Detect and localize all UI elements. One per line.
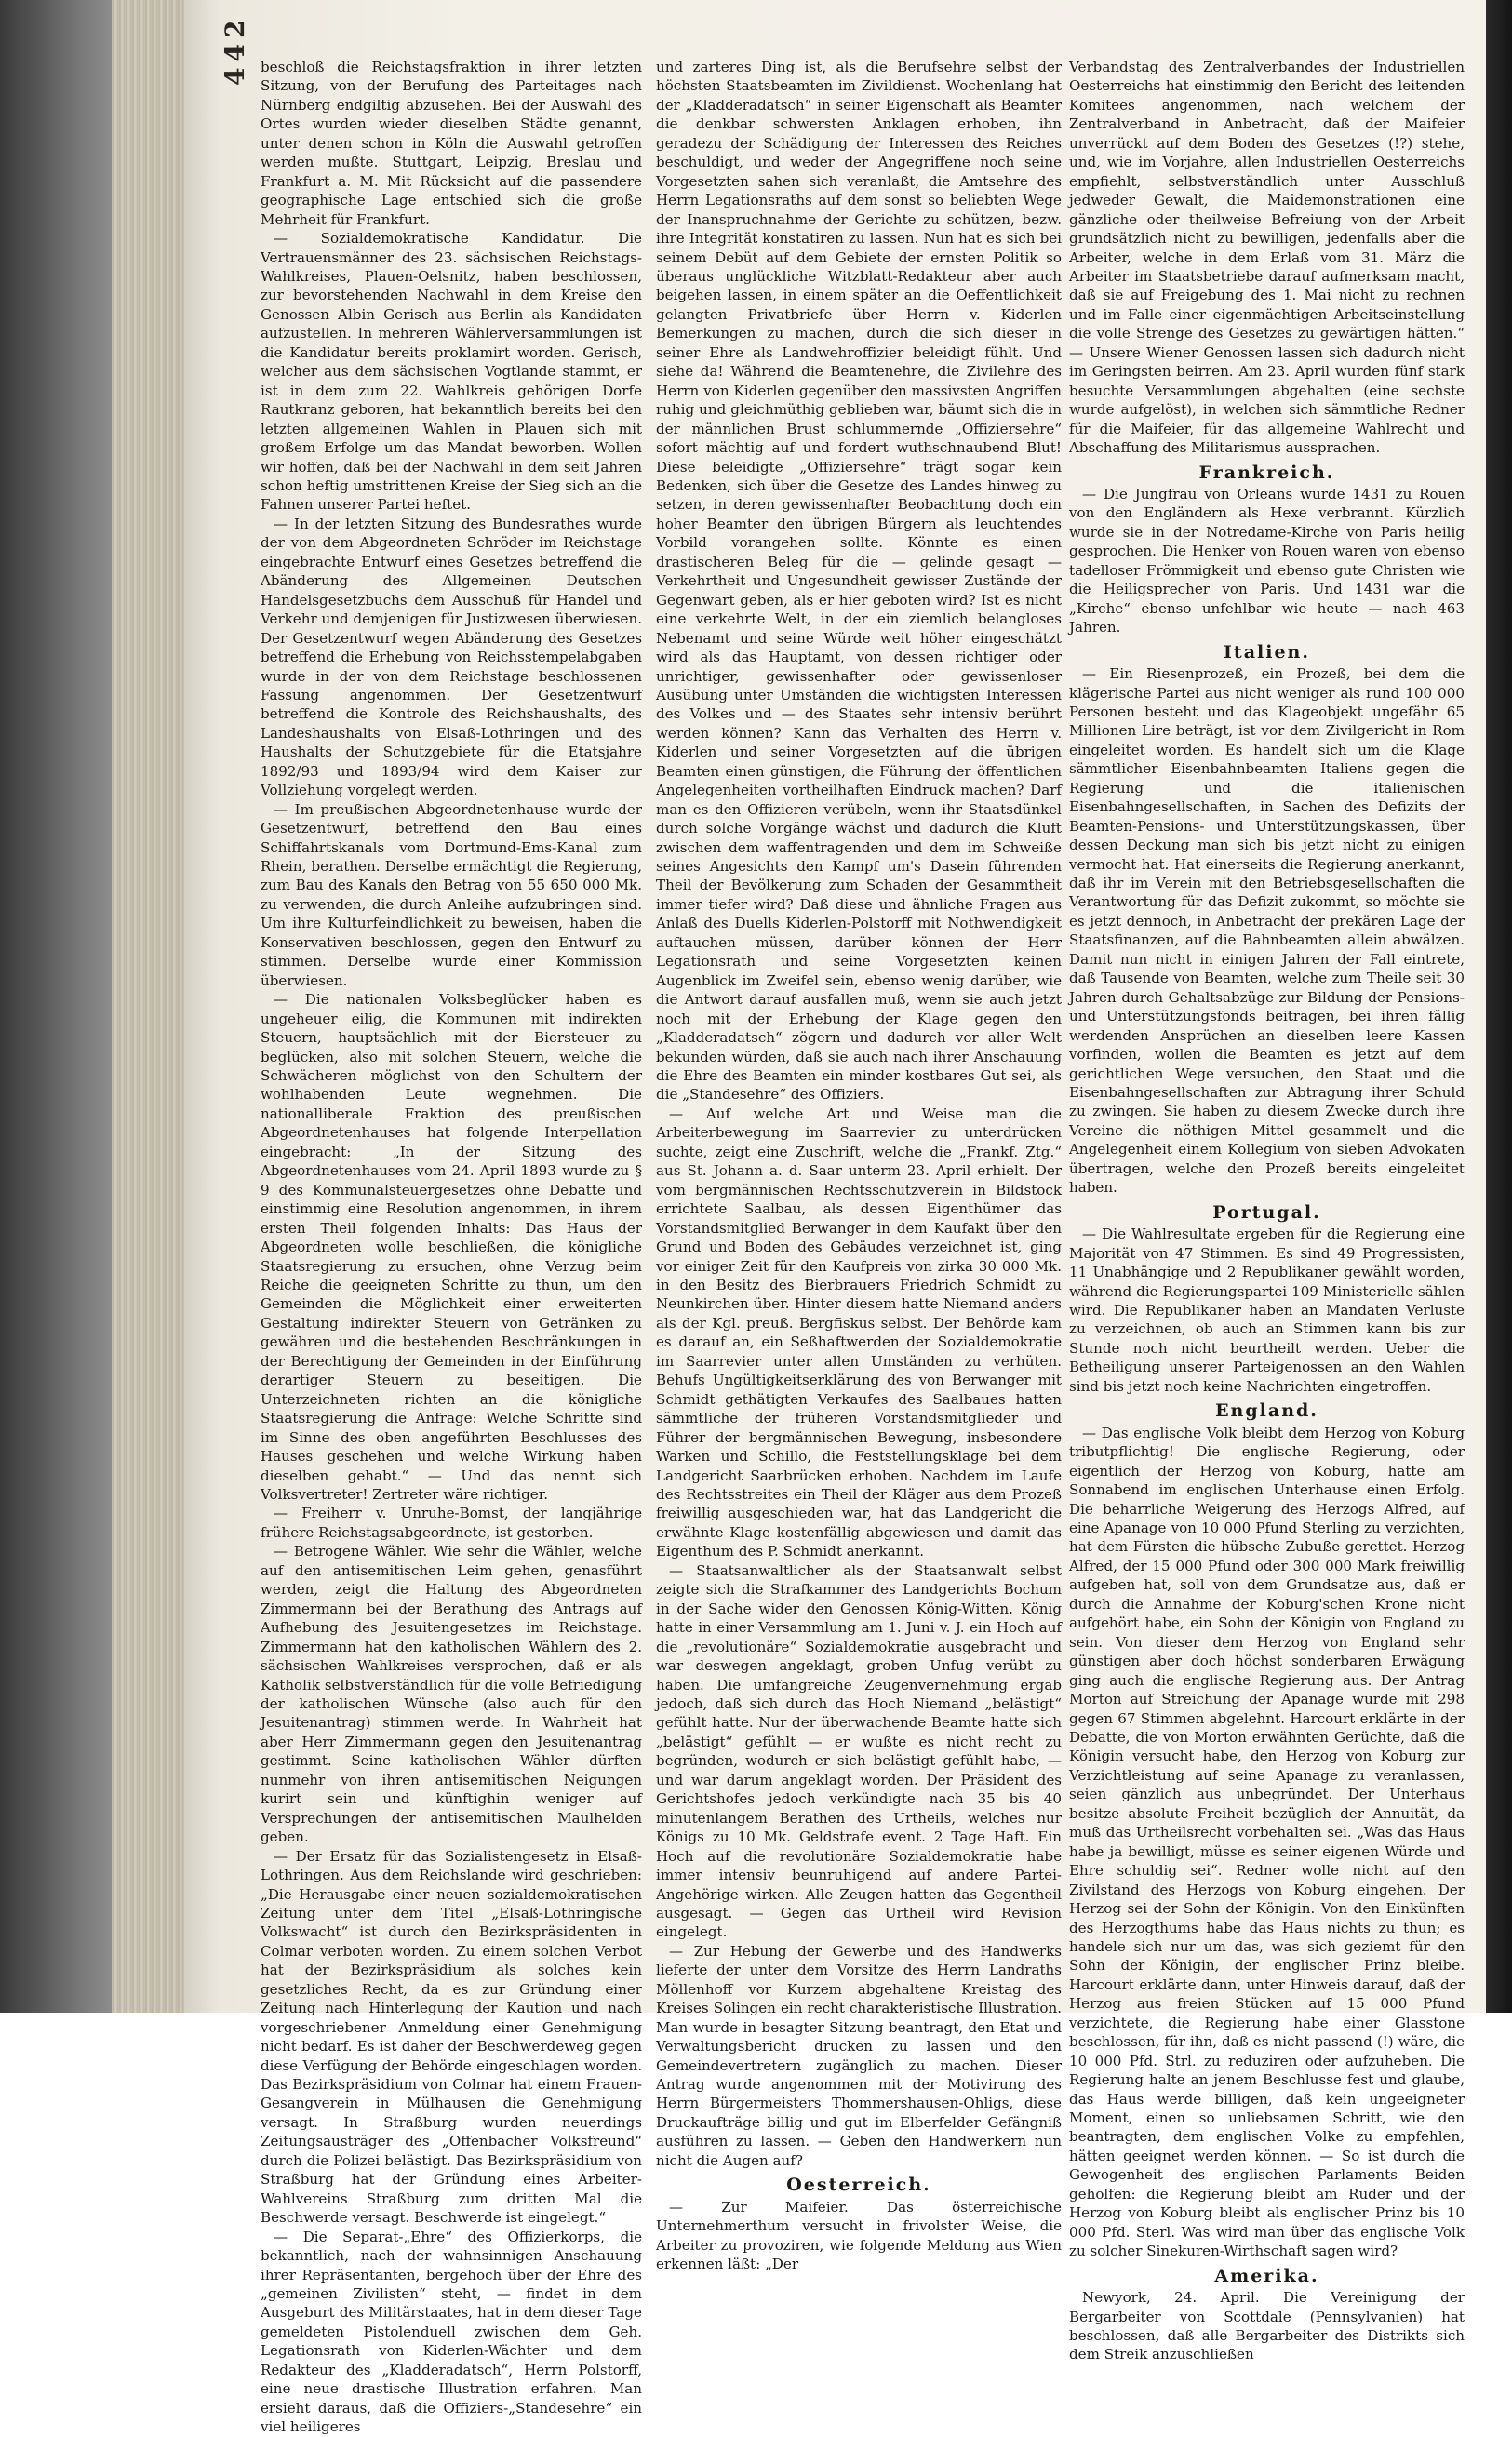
article-paragraph: Verbandstag des Zentralverbandes der Industriellen Oesterreichs hat einstimmig den Bericht des leitenden Komitees angenommen, nach welchem der Zentralverband in Anbetracht, daß der Maifeier unverrückt auf dem Boden des Gesetzes (!?) stehe, und, wie im Vorjahre, allen Industriellen Oesterreichs empfiehlt, selbstverständlich unter Ausschluß jedweder Gewalt, die Maidemonstrationen eine gänzliche oder theilweise Befreiung von der Arbeit grundsätzlich nicht zu bewilligen, jedenfalls aber die Arbeiter, welche in dem Erlaß vom 31. März die Arbeiter im Staatsbetriebe darauf aufmerksam macht, daß sie auf Freigebung des 1. Mai nicht zu rechnen und im Falle einer eigenmächtigen Arbeitseinstellung die volle Strenge des Gesetzes zu gewärtigen hätten.“ — Unsere Wiener Genossen lassen sich dadurch nicht im Geringsten beirren. Am 23. April wurden fünf stark besuchte Versammlungen abgehalten (eine sechste wurde aufgelöst), in welchen sich sämmtliche Redner für die Maifeier, für das allgemeine Wahlrecht und Abschaffung des Militarismus aussprachen. [1069,59,1465,457]
article-paragraph: — Ein Riesenprozeß, ein Prozeß, bei dem die klägerische Partei aus nicht weniger als rund 100 000 Personen besteht und das Klageobjekt ungefähr 65 Millionen Lire beträgt, ist vor dem Zivilgericht in Rom eingeleitet worden. Es handelt sich um die Klage sämmtlicher Eisenbahnbeamten Italiens gegen die Regierung und die italienischen Eisenbahngesellschaften, in Sachen des Defizits der Beamten-Pensions- und Unterstützungskassen, über dessen Deckung man sich bis jetzt nicht zu einigen vermocht hat. Hat einerseits die Regierung anerkannt, daß ihr im Verein mit den Betriebsgesellschaften die Verantwortung für das Defizit zukommt, so möchte sie es jetzt dennoch, in Anbetracht der prekären Lage der Staatsfinanzen, auf die Bahnbeamten allein abwälzen. Damit nun nicht in einigen Jahren der Fall eintrete, daß Tausende von Beamten, welche zum Theile seit 30 Jahren durch Gehaltsabzüge zur Bildung der Pensions- und Unterstützungsfonds beitragen, bei ihren fällig werdenden Ansprüchen an dieselben leere Kassen vorfinden, wollen die Beamten es jetzt auf dem gerichtlichen Wege versuchen, den Staat und die Eisenbahngesellschaften zur Abtragung ihrer Schuld zu zwingen. Sie haben zu diesem Zwecke durch ihre Vereine die nöthigen Mittel gesammelt und die Angelegenheit einem Kollegium von sieben Advokaten übertragen, welche den Prozeß bereits eingeleitet haben. [1069,665,1465,1197]
article-paragraph: — Staatsanwaltlicher als der Staatsanwalt selbst zeigte sich die Strafkammer des Landgerichts Bochum in der Sache wider den Genossen König-Witten. König hatte in einer Versammlung am 1. Juni v. J. ein Hoch auf die „revolutionäre“ Sozialdemokratie ausgebracht und war deswegen angeklagt, groben Unfug verübt zu haben. Die umfangreiche Zeugenvernehmung ergab jedoch, daß sich durch das Hoch Niemand „belästigt“ gefühlt hatte. Nur der überwachende Beamte hatte sich „belästigt“ gefühlt — er wußte es nicht recht zu begründen, wodurch er sich belästigt gefühlt habe, — und war darum angeklagt worden. Der Präsident des Gerichtshofes jedoch verkündigte nach 35 bis 40 minutenlangem Berathen des Urtheils, welches nur Königs zu 10 Mk. Geldstrafe event. 2 Tage Haft. Ein Hoch auf die revolutionäre Sozialdemokratie habe immer intensiv beunruhigend auf andere Partei-Angehörige wirken. Alle Zeugen hatten das Gegentheil ausgesagt. — Gegen das Urtheil wird Revision eingelegt. [656,1561,1062,1941]
article-paragraph: und zarteres Ding ist, als die Berufsehre selbst der höchsten Staatsbeamten im Zivildienst. Wochenlang hat der „Kladderadatsch“ in seiner Eigenschaft als Beamter die denkbar schwersten Anklagen erhoben, ihn geradezu der Schädigung der Interessen des Reiches beschuldigt, und weder der Angegriffene noch seine Vorgesetzten sahen sich veranlaßt, die Amtsehre des Herrn Legationsraths auf dem sonst so beliebten Wege der Inanspruchnahme der Gerichte zu schützen, bezw. ihre Integrität konstatiren zu lassen. Nun hat es sich bei seinem Debüt auf dem Gebiete der ernsten Politik so überaus unglückliche Witzblatt-Redakteur aber auch beigehen lassen, in einem später an die Oeffentlichkeit gelangten Privatbriefe über Herrn v. Kiderlen Bemerkungen zu machen, durch die sich dieser in seiner Ehre als Landwehroffizier beleidigt fühlt. Und siehe da! Während die Beamtenehre, die Zivilehre des Herrn von Kiderlen gegenüber den massivsten Angriffen ruhig und gleichmüthig geblieben war, bäumt sich die in der männlichen Brust schlummernde „Offiziersehre“ sofort mächtig auf und fordert wuthschnaubend Blut! Diese beleidigte „Offiziersehre“ trägt sogar kein Bedenken, sich über die Gesetze des Landes hinweg zu setzen, in deren gewissenhafter Beobachtung doch ein hoher Beamter den übrigen Bürgern als leuchtendes Vorbild vorangehen sollte. Könnte es einen drastischeren Beleg für die — gelinde gesagt — Verkehrtheit und Ungesundheit gewisser Zustände der Gegenwart geben, als er hier geboten wird? Ist es nicht eine verkehrte Welt, in der ein ziemlich belangloses Nebenamt und seine Würde weit höher eingeschätzt wird als das Hauptamt, von dessen richtiger oder unrichtiger, gewissenhafter oder gewissenloser Ausübung unter Umständen die wichtigsten Interessen des Volkes und — des Staates sehr intensiv berührt werden können? Kann das Verhalten des Herrn v. Kiderlen und seiner Vorgesetzten auf die übrigen Beamten einen günstigen, die Führung der öffentlichen Angelegenheiten vortheilhaften Eindruck machen? Darf man es den Offizieren verübeln, wenn ihr Staatsdünkel durch solche Vorgänge wächst und dadurch die Kluft zwischen dem waffentragenden und dem im Schweiße seines Angesichts den Kampf um's Dasein führenden Theil der Bevölkerung zum Schaden der Gesammtheit immer tiefer wird? Daß diese und ähnliche Fragen aus Anlaß des Duells Kiderlen-Polstorff mit Nothwendigkeit auftauchen müssen, darüber können der Herr Legationsrath und seine Vorgesetzten keinen Augenblick im Zweifel sein, ebenso wenig darüber, wie die Antwort darauf ausfallen muß, wenn sie auch jetzt noch mit der Erhebung der Klage gegen den „Kladderadatsch“ zögern und dadurch vor aller Welt bekunden würden, daß sie auch nach ihrer Anschauung die Ehre des Beamten ein minder kostbares Gut sei, als die „Standesehre“ des Offiziers. [656,59,1062,1104]
text-column-1 [261,58,642,2436]
scan-edge [1486,0,1512,2013]
article-paragraph: — In der letzten Sitzung des Bundesrathes wurde der von dem Abgeordneten Schröder im Reichstage eingebrachte Entwurf eines Gesetzes betreffend die Abänderung des Allgemeinen Deutschen Handelsgesetzbuchs dem Ausschuß für Handel und Verkehr und demjenigen für Justizwesen überwiesen. Der Gesetzentwurf wegen Abänderung des Gesetzes betreffend die Erhebung von Reichsstempelabgaben wurde in der von dem Reichstage beschlossenen Fassung angenommen. Der Gesetzentwurf betreffend die Kontrole des Reichshaushalts, des Landeshaushalts von Elsaß-Lothringen und des Haushalts der Schutzgebiete für die Etatsjahre 1892/93 und 1893/94 wird dem Kaiser zur Vollziehung vorgelegt werden. [261,515,642,799]
article-paragraph: — Zur Maifeier. Das österreichische Unternehmerthum versucht in frivolster Weise, die Arbeiter zu provoziren, wie folgende Meldung aus Wien erkennen läßt: „Der [656,2198,1062,2273]
inner-margin [184,0,220,2013]
article-paragraph: Newyork, 24. April. Die Vereinigung der Bergarbeiter von Scottdale (Pennsylvanien) hat beschlossen, daß alle Bergarbeiter des Distrikts sich dem Streik anzuschließen [1069,2289,1465,2363]
article-paragraph: — Das englische Volk bleibt dem Herzog von Koburg tributpflichtig! Die englische Regierung, oder eigentlich der Herzog von Koburg, hatte am Sonnabend im englischen Unterhause einen Erfolg. Die beharrliche Weigerung des Herzogs Alfred, auf eine Apanage von 10 000 Pfund Sterling zu verzichten, hat dem Fürsten die hübsche Zubuße gerettet. Herzog Alfred, der 15 000 Pfund oder 300 000 Mark freiwillig aufgeben hat, soll von dem Grundsatze aus, daß er durch die Annahme der Koburg'schen Krone nicht aufgehört habe, ein Sohn der Königin von England zu sein. Von dieser dem Herzog von England sehr günstigen aber doch höchst sonderbaren Erwägung ging auch die englische Regierung aus. Der Antrag Morton auf Streichung der Apanage wurde mit 298 gegen 67 Stimmen abgelehnt. Harcourt erklärte in der Debatte, die von Morton erwähnten Gerüchte, daß die Königin versucht habe, den Herzog von Koburg zur Verzichtleistung auf seine Apanage zu veranlassen, seien gänzlich aus unbegründet. Der Unterhaus besitze absolute Freiheit bezüglich der Annuität, da muß das Urtheilsrecht vorbehalten sei. „Was das Haus habe ja bewilligt, müsse es seiner eigenen Würde und Ehre schuldig sei“. Redner wolle nicht auf den Zivilstand des Herzogs von Koburg eingehen. Der Herzog sei der Sohn der Königin. Von den Einkünften des Herzogthums habe das Haus nichts zu thun; es handele sich nur um das, was sich geziemt für den Sohn der Königin, der englischer Prinz bleibe. Harcourt erklärte dann, unter Hinweis darauf, daß der Herzog aus freien Stücken auf 15 000 Pfund verzichtete, die Regierung habe einer Glasstone beschlossen, für ihn, daß es nicht passend (!) wäre, die 10 000 Pfd. Strl. zu reduziren oder aufzuheben. Die Regierung halte an jenem Beschlusse fest und glaube, das Haus werde billigen, daß kein ungeeigneter Moment, einen so unliebsamen Schritt, wie den beantragten, dem englischen Volke zu empfehlen, hätten geeignet werden können. — So ist durch die Gewogenheit des englischen Parlaments Beiden geholfen: die Regierung bleibt am Ruder und der Herzog von Koburg bleibt als englischer Prinz bis 10 000 Pfd. Sterl. Was wird man über das englische Volk zu solcher Sinekuren-Wirthschaft sagen wird? [1069,1424,1465,2260]
article-paragraph: — Die Jungfrau von Orleans wurde 1431 zu Rouen von den Engländern als Hexe verbrannt. Kürzlich wurde sie in der Notredame-Kirche von Paris heilig gesprochen. Die Henker von Rouen waren von ebenso tadelloser Frömmigkeit und ebenso gute Christen wie die Heiligsprecher von Paris. Und 1431 war die „Kirche“ ebenso unfehlbar wie heute — nach 463 Jahren. [1069,485,1465,636]
section-heading-italien: Italien. [1224,641,1310,663]
text-column-2 [656,58,1062,2273]
article-paragraph: — Im preußischen Abgeordnetenhause wurde der Gesetzentwurf, betreffend den Bau eines Schiffahrtskanals vom Dortmund-Ems-Kanal zum Rhein, berathen. Derselbe ermächtigt die Regierung, zum Bau des Kanals den Betrag von 55 650 000 Mk. zu verwenden, die durch Anleihe aufzubringen sind. Um ihre Kulturfeindlichkeit zu beweisen, haben die Konservativen beschlossen, gegen den Entwurf zu stimmen. Derselbe wurde einer Kommission überwiesen. [261,800,642,989]
article-paragraph: beschloß die Reichstagsfraktion in ihrer letzten Sitzung, von der Berufung des Parteitages nach Nürnberg endgiltig abzusehen. Bei der Auswahl des Ortes wurden wieder dieselben Städte genannt, unter denen schon in Köln die Auswahl getroffen werden mußte. Stuttgart, Leipzig, Breslau und Frankfurt a. M. Mit Rücksicht auf die passendere geographische Lage entschied sich die große Mehrheit für Frankfurt. [261,59,642,228]
section-heading-england: England. [1215,1400,1318,1422]
section-heading-portugal: Portugal. [1212,1201,1321,1223]
article-paragraph: — Die nationalen Volksbeglücker haben es ungeheuer eilig, die Kommunen mit indirekten Steuern, hauptsächlich mit der Biersteuer zu beglücken, also mit solchen Steuern, welche die Schwächeren möglichst von den Schultern der wohlhabenden Leute wegnehmen. Die nationalliberale Fraktion des preußischen Abgeordnetenhauses hat folgende Interpellation eingebracht: „In der Sitzung des Abgeordnetenhauses vom 24. April 1893 wurde zu § 9 des Kommunalsteuergesetzes ohne Debatte und einstimmig eine Resolution angenommen, in ihrem ersten Theil folgenden Inhalts: Das Haus der Abgeordneten wolle beschließen, die königliche Staatsregierung zu ersuchen, ohne Verzug beim Reiche die geeigneten Schritte zu thun, um den Gemeinden die Möglichkeit einer erweiterten Gestaltung indirekter Steuern von Getränken zu gewähren und die bestehenden Beschränkungen in der Berechtigung der Gemeinden in der Einführung derartiger Steuern zu beseitigen. Die Unterzeichneten richten an die königliche Staatsregierung die Anfrage: Welche Schritte sind im Sinne des oben angeführten Beschlusses des Hauses geschehen und welche Wirkung haben dieselben gehabt.“ — Und das nennt sich Volksvertreter! Zertreter wäre richtiger. [261,991,642,1503]
binding-shadow [0,0,112,2013]
page-stack-edge [112,0,184,2013]
section-heading-frankreich: Frankreich. [1198,462,1335,483]
article-paragraph: — Die Separat-„Ehre“ des Offizierkorps, die bekanntlich, nach der wahnsinnigen Anschauung ihrer Repräsentanten, bergehoch über der Ehre des „gemeinen Zivilisten“ steht, — findet in dem Ausgeburt des Militärstaates, hat in dem dieser Tage gemeldeten Pistolenduell zwischen dem Geh. Legationsrath von Kiderlen-Wächter und dem Redakteur des „Kladderadatsch“, Herrn Polstorff, eine neue drastische Illustration erfahren. Man ersieht daraus, daß die Offiziers-„Standesehre“ ein viel heiligeres [261,2228,642,2436]
article-paragraph: — Sozialdemokratische Kandidatur. Die Vertrauensmänner des 23. sächsischen Reichstags-Wahlkreises, Plauen-Oelsnitz, haben beschlossen, zur bevorstehenden Nachwahl in dem Kreise den Genossen Albin Gerisch aus Berlin als Kandidaten aufzustellen. In mehreren Wählerversammlungen ist die Kandidatur bereits proklamirt worden. Gerisch, welcher aus dem sächsischen Vogtlande stammt, er ist in dem zum 22. Wahlkreis gehörigen Dorfe Rautkranz geboren, hat bekanntlich bereits bei den letzten allgemeinen Wahlen in Plauen sich mit großem Erfolge um das Mandat beworben. Wollen wir hoffen, daß bei der Nachwahl in dem seit Jahren schon heftig umstrittenen Kreise der Sieg sich an die Fahnen unserer Partei heftet. [261,230,642,514]
article-paragraph: — Zur Hebung der Gewerbe und des Handwerks lieferte der unter dem Vorsitze des Herrn Landraths Möllenhoff vor Kurzem abgehaltene Kreistag des Kreises Solingen ein recht charakteristische Illustration. Man wurde in besagter Sitzung beantragt, den Etat und Verwaltungsbericht drucken zu lassen und den Gemeindevertretern zugänglich zu machen. Dieser Antrag wurde angenommen mit der Motivirung des Herrn Bürgermeisters Thommershausen-Ohligs, diese Druckaufträge billig und gut im Elberfelder Gefängniß ausführen zu lassen. — Geben den Handwerkern nun nicht die Augen auf? [656,1942,1062,2169]
page-number: 442 [220,14,250,86]
article-paragraph: — Die Wahlresultate ergeben für die Regierung eine Majorität von 47 Stimmen. Es sind 49 Progressisten, 11 Unabhängige und 2 Republikaner gewählt worden, während die Regierungspartei 109 Ministerielle sählen wird. Die Republikaner haben an Mandaten Verluste zu verzeichnen, ob auch an Stimmen kann bis zur Stunde noch nicht beurtheilt werden. Ueber die Betheiligung unserer Parteigenossen an den Wahlen sind bis jetzt noch keine Nachrichten eingetroffen. [1069,1225,1465,1395]
section-heading-amerika: Amerika. [1214,2265,1319,2286]
article-paragraph: — Der Ersatz für das Sozialistengesetz in Elsaß-Lothringen. Aus dem Reichslande wird geschrieben: „Die Herausgabe einer neuen sozialdemokratischen Zeitung unter dem Titel „Elsaß-Lothringische Volkswacht“ ist durch den Bezirkspräsidenten in Colmar verboten worden. Zu einem solchen Verbot hat der Bezirkspräsidium als solches kein gesetzliches Recht, da es zur Gründung einer Zeitung nach Hinterlegung der Kaution und nach vorgeschriebener Anmeldung einer Genehmigung nicht bedarf. Es ist daher der Beschwerdeweg gegen diese Verfügung der Behörde eingeschlagen worden. Das Bezirkspräsidium von Colmar hat einem Frauen-Gesangverein in Mülhausen die Genehmigung versagt. In Straßburg wurden neuerdings Zeitungsausträger des „Offenbacher Volksfreund“ durch die Polizei belästigt. Das Bezirkspräsidium von Straßburg hat der Gründung eines Arbeiter-Wahlvereins Straßburg zum dritten Mal die Beschwerde versagt. Beschwerde ist eingelegt.“ [261,1847,642,2227]
article-paragraph: — Betrogene Wähler. Wie sehr die Wähler, welche auf den antisemitischen Leim gehen, genasführt werden, zeigt die Haltung des Abgeordneten Zimmermann bei der Berathung des Antrags auf Aufhebung des Jesuitengesetzes im Reichstage. Zimmermann hat den katholischen Wählern des 2. sächsischen Wahlkreises versprochen, daß er als Katholik selbstverständlich für die volle Befriedigung der katholischen Wünsche (also auch für den Jesuitenantrag) stimmen werde. In Wahrheit hat aber Herr Zimmermann gegen den Jesuitenantrag gestimmt. Seine katholischen Wähler dürften nunmehr von ihren antisemitischen Neigungen kurirt sein und künftighin weniger auf Versprechungen der antisemitischen Maulhelden geben. [261,1543,642,1846]
section-heading-oesterreich: Oesterreich. [786,2175,931,2196]
text-column-3 [1069,58,1465,2363]
article-paragraph: — Freiherr v. Unruhe-Bomst, der langjährige frühere Reichstagsabgeordnete, ist gestorben. [261,1505,642,1541]
article-paragraph: — Auf welche Art und Weise man die Arbeiterbewegung im Saarrevier zu unterdrücken suchte, zeigt eine Zuschrift, welche die „Frankf. Ztg.“ aus St. Johann a. d. Saar unterm 23. April erhielt. Der vom bergmännischen Rechtsschutzverein in Bildstock errichtete Saalbau, als dessen Eigenthümer das Vorstandsmitglied Berwanger in dem Kaufakt über den Grund und Boden des Gebäudes verzeichnet ist, ging vor einiger Zeit für den Kaufpreis von zirka 30 000 Mk. in den Besitz des Bierbrauers Friedrich Schmidt zu Neunkirchen über. Hinter diesem hatte Niemand anders als der Kgl. preuß. Bergfiskus selbst. Der Behörde kam es darauf an, ein Seßhaftwerden der Sozialdemokratie im Saarrevier unter allen Umständen zu verhüten. Behufs Ungültigkeitserklärung des von Berwanger mit Schmidt gethätigten Verkaufes des Saalbaues hatten sämmtliche der früheren Vorstandsmitglieder und Führer der bergmännischen Bewegung, insbesondere Warken und Schillo, die Feststellungsklage bei dem Landgericht Saarbrücken erhoben. Nachdem im Laufe des Rechtsstreites ein Theil der Kläger aus dem Prozeß freiwillig ausgeschieden war, hat das Landgericht die erwähnte Klage kostenfällig abgewiesen und damit das Eigenthum des P. Schmidt anerkannt. [656,1105,1062,1560]
